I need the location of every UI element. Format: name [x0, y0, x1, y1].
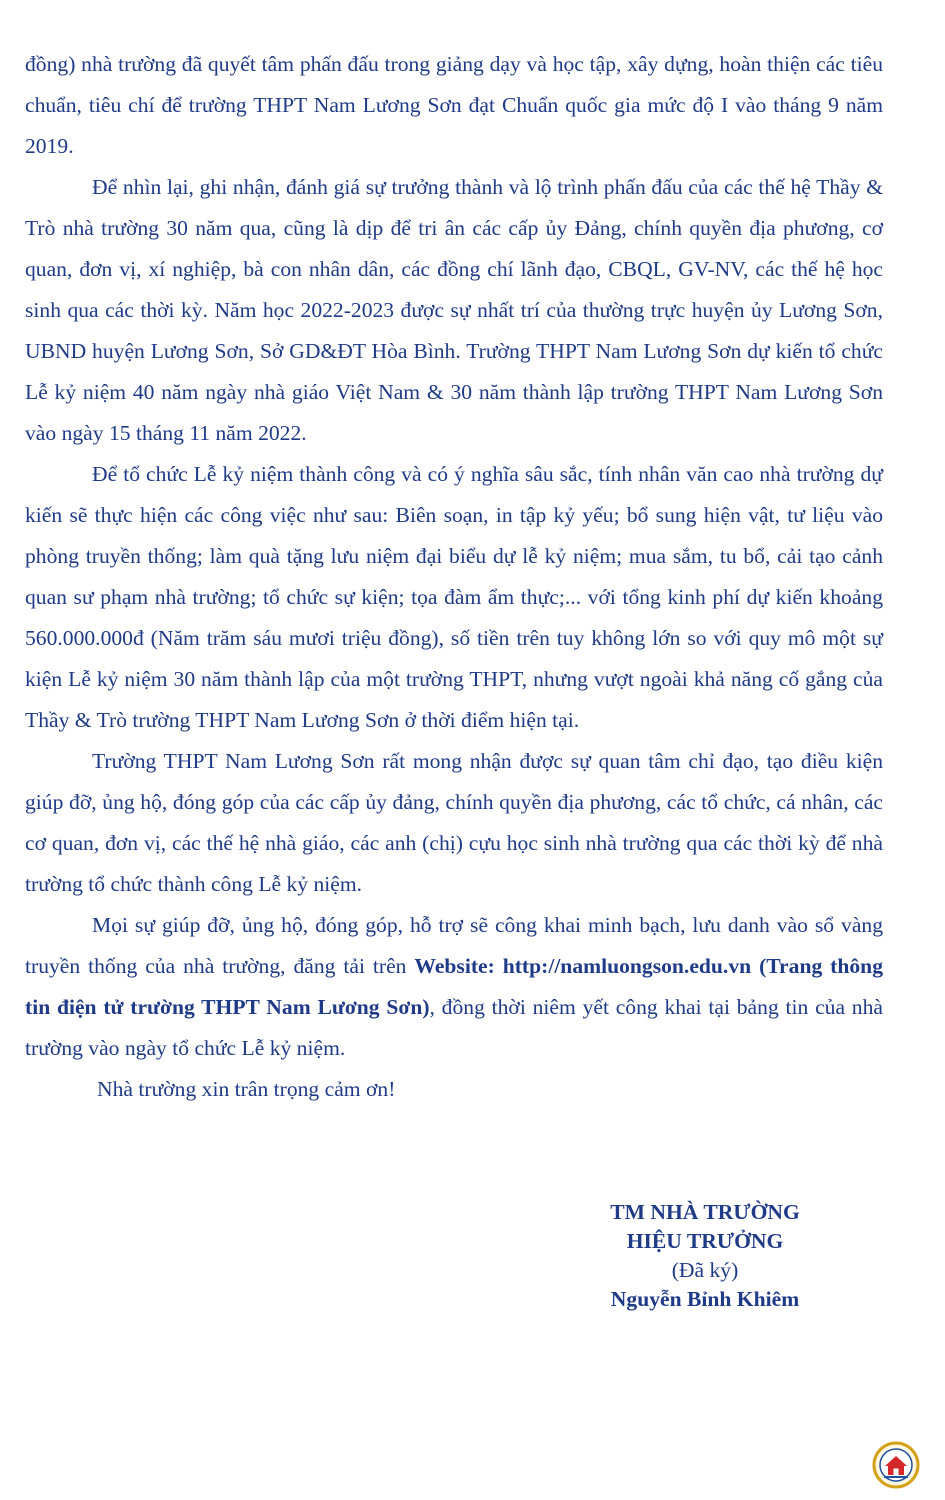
paragraph-text: Để tổ chức Lễ kỷ niệm thành công và có ý nghĩa sâu sắc, tính nhân văn cao nhà trường dự kiến sẽ thực hiện các công việc như sau: Biên soạn, in tập kỷ yếu; bổ sung hiện vật, tư liệu vào phòng truyền thống; làm quà tặng lưu niệm đại biểu dự lễ kỷ niệm; mua sắm, tu bổ, cải tạo cảnh quan sư phạm nhà trường; tổ chức sự kiện; tọa đàm ẩm thực;... với tổng kinh phí dự kiến khoảng 560.000.000đ (Năm trăm sáu mươi triệu đồng), số tiền trên tuy không lớn so với quy mô một sự kiện Lễ kỷ niệm 30 năm thành lập của một trường THPT, nhưng vượt ngoài khả năng cố gắng của Thầy & Trò trường THPT Nam Lương Sơn ở thời điểm hiện tại.	[25, 462, 883, 732]
signature-name: Nguyễn Bỉnh Khiêm	[610, 1287, 800, 1311]
paragraph-text: Mọi sự giúp đỡ, ủng hộ, đóng góp, hỗ trợ sẽ công khai minh bạch, lưu danh vào sổ vàng truyền thống của nhà trường, đăng tải trên	[25, 913, 883, 978]
paragraph-text: Để nhìn lại, ghi nhận, đánh giá sự trưởng thành và lộ trình phấn đấu của các thế hệ Thầy & Trò nhà trường 30 năm qua, cũng là dịp để tri ân các cấp ủy Đảng, chính quyền địa phương, cơ quan, đơn vị, xí nghiệp, bà con nhân dân, các đồng chí lãnh đạo, CBQL, GV-NV, các thế hệ học sinh qua các thời kỳ. Năm học 2022-2023 được sự nhất trí của thường trực huyện ủy Lương Sơn, UBND huyện Lương Sơn, Sở GD&ĐT Hòa Bình. Trường THPT Nam Lương Sơn dự kiến tổ chức Lễ kỷ niệm 40 năm ngày nhà giáo Việt Nam & 30 năm thành lập trường THPT Nam Lương Sơn vào ngày 15 tháng 11 năm 2022.	[25, 175, 883, 445]
paragraph-plan	[25, 454, 883, 741]
paragraph-transparency	[25, 905, 883, 1069]
paragraph-purpose	[25, 167, 883, 454]
signature-block	[560, 1198, 850, 1314]
paragraph-text: , đồng thời niêm yết công khai tại bảng tin của nhà trường vào ngày tổ chức Lễ kỷ niệm.	[25, 995, 883, 1060]
paragraph-request	[25, 741, 883, 905]
document-body	[25, 44, 883, 1110]
signature-title: TM NHÀ TRƯỜNG	[610, 1200, 800, 1224]
paragraph-intro	[25, 44, 883, 167]
website-reference: Website: http://namluongson.edu.vn (Trang thông tin điện tử trường THPT Nam Lương Sơn)	[25, 954, 883, 1019]
signature-status: (Đã ký)	[671, 1258, 739, 1282]
paragraph-text: Trường THPT Nam Lương Sơn rất mong nhận được sự quan tâm chỉ đạo, tạo điều kiện giúp đỡ, ủng hộ, đóng góp của các cấp ủy đảng, chính quyền địa phương, các tổ chức, cá nhân, các cơ quan, đơn vị, các thế hệ nhà giáo, các anh (chị) cựu học sinh nhà trường qua các thời kỳ để nhà trường tổ chức thành công Lễ kỷ niệm.	[25, 749, 883, 896]
school-logo-icon	[872, 1441, 920, 1489]
paragraph-text: đồng) nhà trường đã quyết tâm phấn đấu trong giảng dạy và học tập, xây dựng, hoàn thiện các tiêu chuẩn, tiêu chí để trường THPT Nam Lương Sơn đạt Chuẩn quốc gia mức độ I vào tháng 9 năm 2019.	[25, 52, 883, 158]
signature-position: HIỆU TRƯỞNG	[626, 1229, 784, 1253]
closing-thanks: Nhà trường xin trân trọng cảm ơn!	[97, 1077, 396, 1101]
